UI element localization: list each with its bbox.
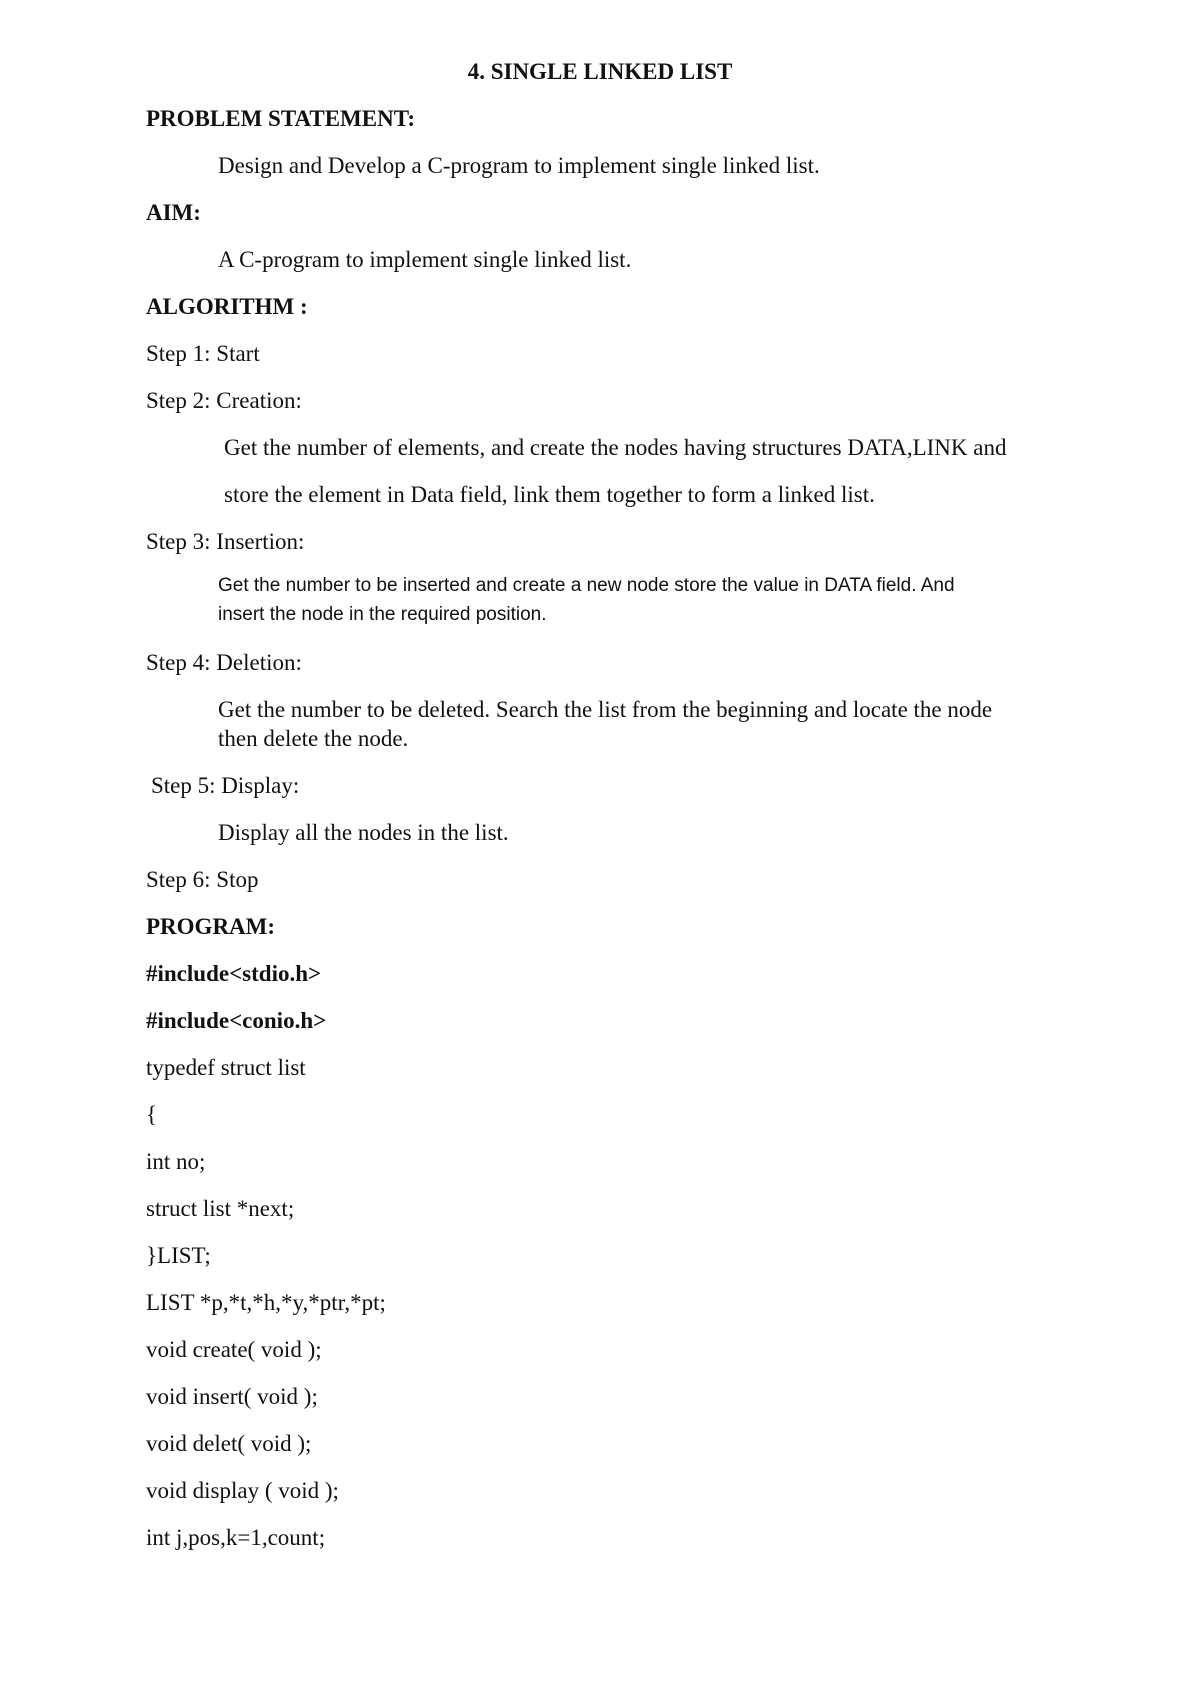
algorithm-step-1: Step 1: Start xyxy=(146,341,260,366)
algorithm-step-4-line-2: then delete the node. xyxy=(218,726,409,751)
program-heading: PROGRAM: xyxy=(146,914,276,939)
algorithm-step-3: Step 3: Insertion: xyxy=(146,529,305,554)
algorithm-step-5-line-1: Display all the nodes in the list. xyxy=(218,820,509,845)
code-include-stdio: #include<stdio.h> xyxy=(146,961,322,986)
code-line: void display ( void ); xyxy=(146,1478,339,1503)
code-line: void create( void ); xyxy=(146,1337,322,1362)
algorithm-step-3-line-2: insert the node in the required position. xyxy=(218,604,547,625)
code-line: int no; xyxy=(146,1149,206,1174)
aim-text: A C-program to implement single linked list. xyxy=(218,247,632,272)
problem-statement-heading: PROBLEM STATEMENT: xyxy=(146,106,415,131)
code-line: { xyxy=(146,1102,158,1127)
algorithm-step-2-line-2: store the element in Data field, link them together to form a linked list. xyxy=(224,482,875,507)
code-line: LIST *p,*t,*h,*y,*ptr,*pt; xyxy=(146,1290,386,1315)
algorithm-step-5: Step 5: Display: xyxy=(151,773,300,798)
code-line: }LIST; xyxy=(146,1243,211,1268)
algorithm-step-2: Step 2: Creation: xyxy=(146,388,302,413)
algorithm-step-3-line-1: Get the number to be inserted and create a new node store the value in DATA field. And xyxy=(218,575,955,596)
code-line: struct list *next; xyxy=(146,1196,295,1221)
code-include-conio: #include<conio.h> xyxy=(146,1008,327,1033)
aim-heading: AIM: xyxy=(146,200,201,225)
algorithm-heading: ALGORITHM : xyxy=(146,294,308,319)
algorithm-step-4: Step 4: Deletion: xyxy=(146,650,302,675)
algorithm-step-4-line-1: Get the number to be deleted. Search the list from the beginning and locate the node xyxy=(218,697,993,722)
problem-statement-text: Design and Develop a C-program to implement single linked list. xyxy=(218,153,820,178)
document-title: 4. SINGLE LINKED LIST xyxy=(467,59,733,84)
code-line: int j,pos,k=1,count; xyxy=(146,1525,326,1550)
algorithm-step-2-line-1: Get the number of elements, and create the nodes having structures DATA,LINK and xyxy=(224,435,1007,460)
code-line: void insert( void ); xyxy=(146,1384,318,1409)
code-line: void delet( void ); xyxy=(146,1431,312,1456)
code-line: typedef struct list xyxy=(146,1055,306,1080)
algorithm-step-6: Step 6: Stop xyxy=(146,867,259,892)
